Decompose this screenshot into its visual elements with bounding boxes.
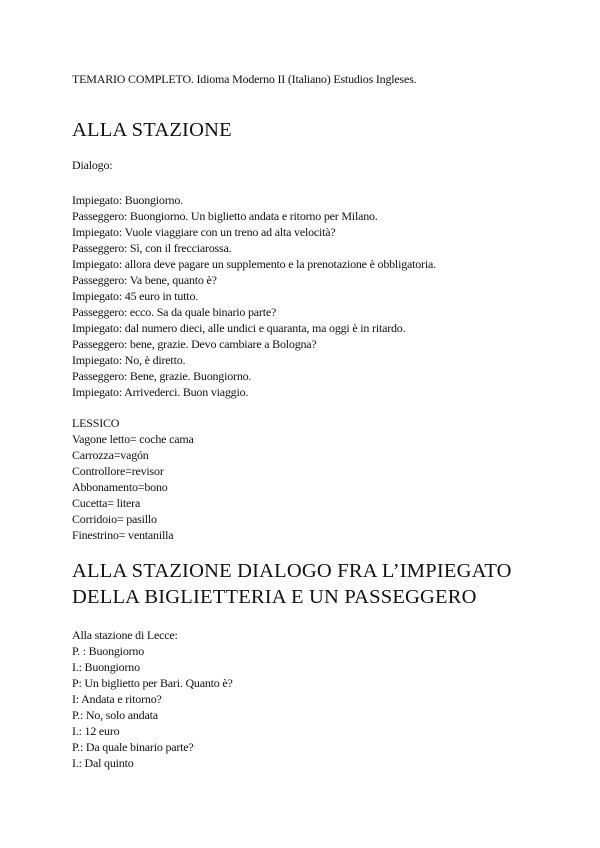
dialog-line: I.: 12 euro: [72, 724, 120, 738]
dialog-line: Impiegato: Vuole viaggiare con un treno ad alta velocità?: [72, 225, 336, 239]
dialog-line: P. : Buongiorno: [72, 644, 145, 658]
dialog-line: Passeggero: Bene, grazie. Buongiorno.: [72, 369, 252, 383]
section-title-dialogo-line1: ALLA STAZIONE DIALOGO FRA L’IMPIEGATO: [72, 560, 512, 582]
dialog-intro: Alla stazione di Lecce:: [72, 628, 178, 642]
lessico-label: LESSICO: [72, 416, 120, 430]
dialog-line: Passeggero: Buongiorno. Un biglietto andata e ritorno per Milano.: [72, 209, 378, 223]
dialog-line: I.: Dal quinto: [72, 756, 134, 770]
lessico-item: Carrozza=vagón: [72, 448, 149, 462]
dialog-line: Impiegato: Buongiorno.: [72, 193, 183, 207]
dialog-line: Impiegato: No, è diretto.: [72, 353, 186, 367]
dialog-line: I: Andata e ritorno?: [72, 692, 162, 706]
dialog-line: Impiegato: 45 euro in tutto.: [72, 289, 199, 303]
dialog-line: Passeggero: Va bene, quanto è?: [72, 273, 217, 287]
section-title-dialogo-line2: DELLA BIGLIETTERIA E UN PASSEGGERO: [72, 586, 477, 608]
dialog-line: P.: No, solo andata: [72, 708, 158, 722]
lessico-item: Abbonamento=bono: [72, 480, 168, 494]
dialog-label: Dialogo:: [72, 158, 113, 172]
dialog-line: I.: Buongiorno: [72, 660, 140, 674]
document-header: TEMARIO COMPLETO. Idioma Moderno II (Italiano) Estudios Ingleses.: [72, 72, 417, 86]
lessico-item: Corridoio= pasillo: [72, 512, 157, 526]
dialog-line: Impiegato: dal numero dieci, alle undici e quaranta, ma oggi è in ritardo.: [72, 321, 406, 335]
section-title-alla-stazione: ALLA STAZIONE: [72, 119, 232, 141]
dialog-line: Passeggero: ecco. Sa da quale binario parte?: [72, 305, 277, 319]
dialog-line: Impiegato: allora deve pagare un supplemento e la prenotazione è obbligatoria.: [72, 257, 436, 271]
dialog-line: Passeggero: Sì, con il frecciarossa.: [72, 241, 232, 255]
dialog-line: P.: Da quale binario parte?: [72, 740, 194, 754]
lessico-item: Cucetta= litera: [72, 496, 141, 510]
lessico-item: Controllore=revisor: [72, 464, 164, 478]
lessico-item: Vagone letto= coche cama: [72, 432, 194, 446]
dialog-line: Passeggero: bene, grazie. Devo cambiare a Bologna?: [72, 337, 317, 351]
lessico-item: Finestrino= ventanilla: [72, 528, 174, 542]
dialog-line: Impiegato: Arrivederci. Buon viaggio.: [72, 385, 249, 399]
dialog-line: P: Un biglietto per Bari. Quanto è?: [72, 676, 233, 690]
